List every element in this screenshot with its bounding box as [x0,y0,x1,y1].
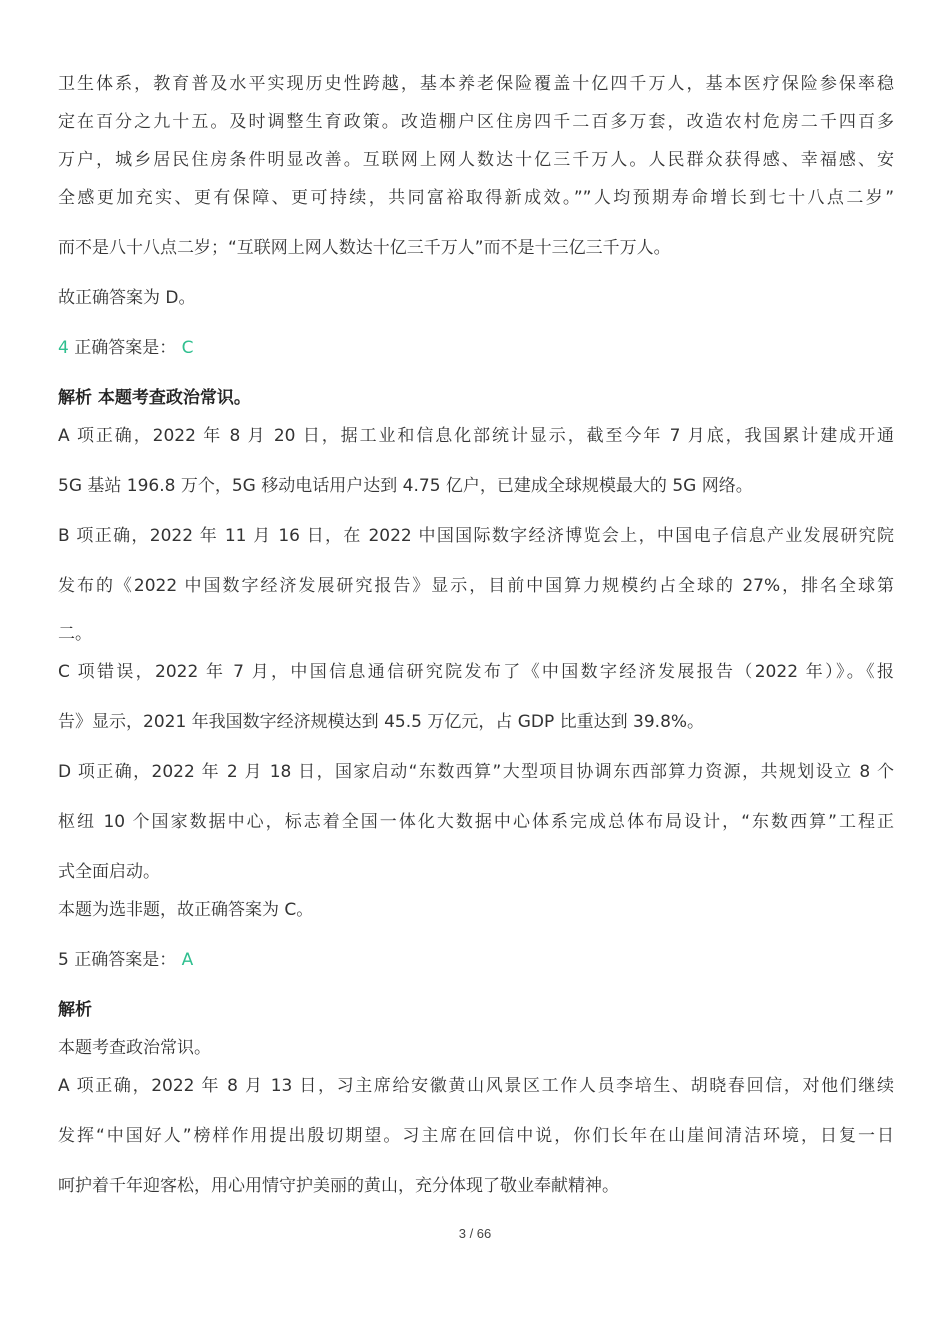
q3-text-line-5: 而不是八十八点二岁；“互联网上网人数达十亿三千万人”而不是十三亿三千万人。 [58,238,671,258]
q3-text-line-4: 全感更加充实、更有保障、更可持续，共同富裕取得新成效。””人均预期寿命增长到七十八点二岁” [58,188,894,208]
q4-b-line-2: 发布的《2022 中国数字经济发展研究报告》显示，目前中国算力规模约占全球的 27%，排名全球第 [58,576,894,596]
q3-text-line-2: 定在百分之九十五。及时调整生育政策。改造棚户区住房四千二百多万套，改造农村危房二千四百多 [58,112,894,132]
q4-a-line-2: 5G 基站 196.8 万个，5G 移动电话用户达到 4.75 亿户，已建成全球规模最大的 5G 网络。 [58,476,753,496]
q5-number: 5 [58,950,69,970]
q4-c-line-1: C 项错误，2022 年 7 月，中国信息通信研究院发布了《中国数字经济发展报告（2022 年）》。《报 [58,662,894,682]
q4-answer-value: C [181,338,194,358]
q5-a-line-1: A 项正确，2022 年 8 月 13 日，习主席给安徽黄山风景区工作人员李培生、胡晓春回信，对他们继续 [58,1076,894,1096]
q5-answer-line [58,948,894,972]
q5-intro: 本题考查政治常识。 [58,1038,211,1058]
q4-d-line-2: 枢纽 10 个国家数据中心，标志着全国一体化大数据中心体系完成总体布局设计，“东数西算”工程正 [58,812,894,832]
q4-d-line-3: 式全面启动。 [58,862,160,882]
q4-analysis-title: 解析 本题考查政治常识。 [58,388,251,408]
q4-answer-line [58,336,894,360]
q3-text-line-1: 卫生体系，教育普及水平实现历史性跨越，基本养老保险覆盖十亿四千万人，基本医疗保险参保率稳 [58,74,894,94]
q5-analysis-title: 解析 [58,1000,92,1020]
q4-answer-label: 正确答案是： [74,338,177,358]
q5-a-line-2: 发挥“中国好人”榜样作用提出殷切期望。习主席在回信中说，你们长年在山崖间清洁环境，日复一日 [58,1126,894,1146]
q4-number: 4 [58,338,69,358]
q5-a-line-3: 呵护着千年迎客松，用心用情守护美丽的黄山，充分体现了敬业奉献精神。 [58,1176,619,1196]
q5-answer-label: 正确答案是： [74,950,177,970]
q4-b-line-1: B 项正确，2022 年 11 月 16 日，在 2022 中国国际数字经济博览会上，中国电子信息产业发展研究院 [58,526,894,546]
q5-answer-value: A [181,950,194,970]
page-number: 3 / 66 [458,1226,492,1241]
q4-d-line-1: D 项正确，2022 年 2 月 18 日，国家启动“东数西算”大型项目协调东西部算力资源，共规划设立 8 个 [58,762,894,782]
q4-c-line-2: 告》显示，2021 年我国数字经济规模达到 45.5 万亿元，占 GDP 比重达到 39.8%。 [58,712,705,732]
q4-conclusion: 本题为选非题，故正确答案为 C。 [58,900,314,920]
q3-conclusion: 故正确答案为 D。 [58,288,196,308]
q4-a-line-1: A 项正确，2022 年 8 月 20 日，据工业和信息化部统计显示，截至今年 7 月底，我国累计建成开通 [58,426,894,446]
q3-text-line-3: 万户，城乡居民住房条件明显改善。互联网上网人数达十亿三千万人。人民群众获得感、幸福感、安 [58,150,894,170]
q4-b-line-3: 二。 [58,624,92,644]
